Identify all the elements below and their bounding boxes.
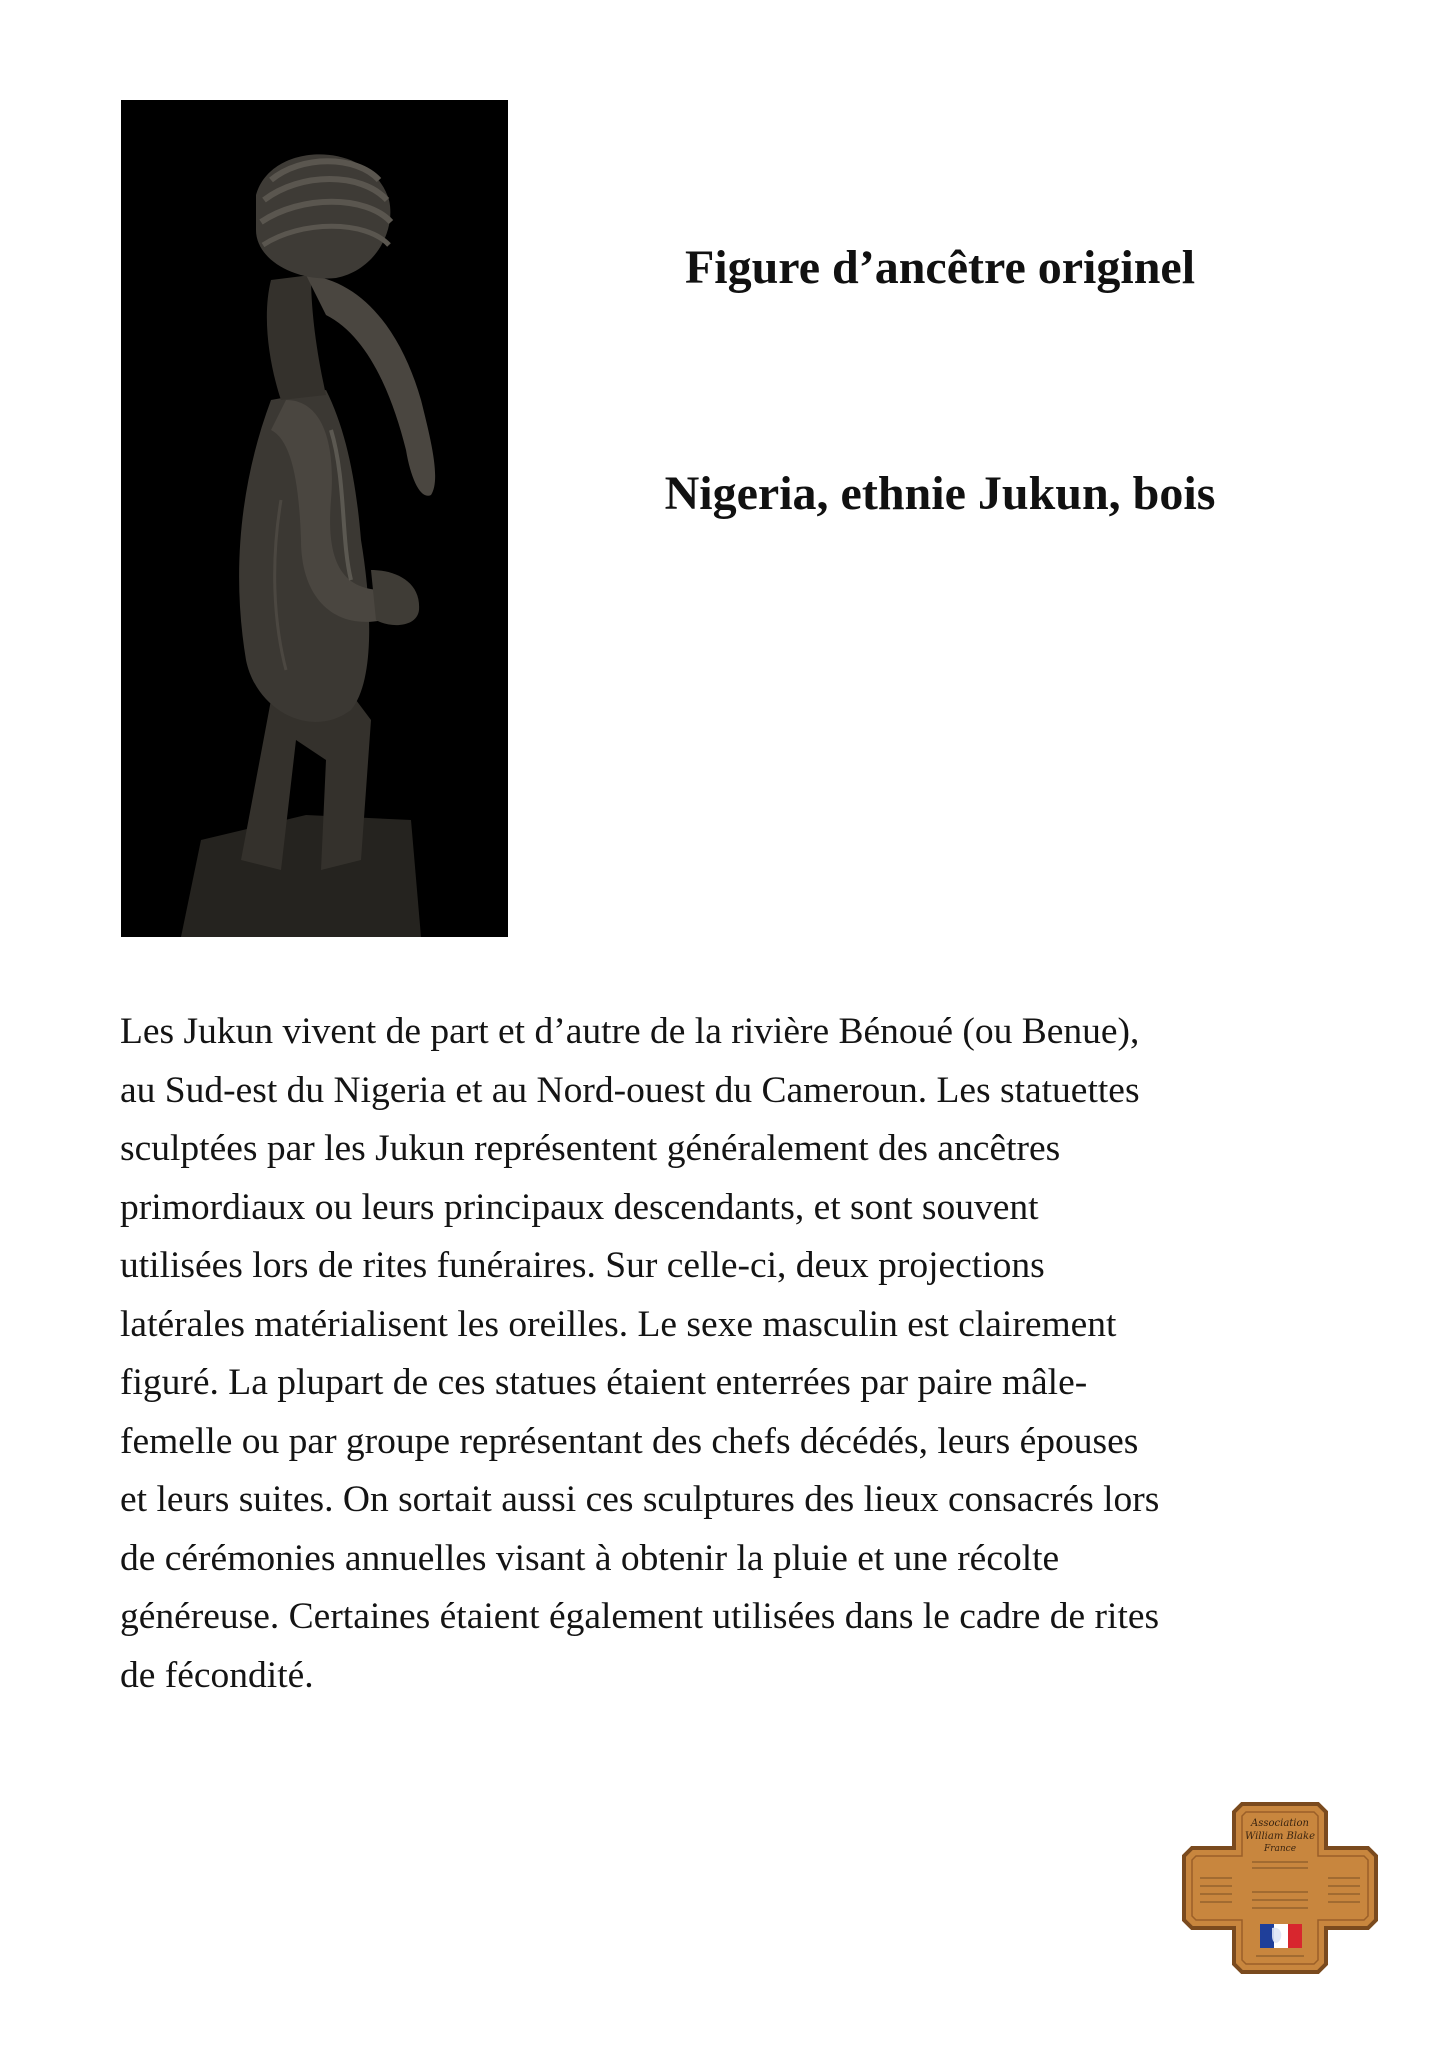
association-seal xyxy=(1180,1800,1380,1976)
seal-line-2: William Blake xyxy=(1244,1831,1316,1842)
text-line: Les Jukun vivent de part et d’autre de la rivière Bénoué (ou Benue), xyxy=(120,1011,1140,1052)
description-text xyxy=(120,1003,1350,1705)
statue-figure-icon xyxy=(121,100,508,937)
page-subtitle: Nigeria, ethnie Jukun, bois xyxy=(664,467,1216,520)
page-title: Figure d’ancêtre originel xyxy=(684,241,1196,294)
text-line: primordiaux ou leurs principaux descendants, et sont souvent xyxy=(120,1186,1039,1228)
seal-line-1: Association xyxy=(1251,1818,1309,1829)
text-line: et leurs suites. On sortait aussi ces sculptures des lieux consacrés lors xyxy=(120,1479,1160,1520)
statue-photo xyxy=(121,100,508,937)
text-line: latérales matérialisent les oreilles. Le sexe masculin est clairement xyxy=(120,1303,1117,1345)
text-line: utilisées lors de rites funéraires. Sur celle-ci, deux projections xyxy=(120,1245,1045,1286)
association-seal-icon xyxy=(1180,1800,1380,1976)
text-line: de fécondité. xyxy=(120,1654,314,1696)
text-line: de cérémonies annuelles visant à obtenir la pluie et une récolte xyxy=(120,1537,1060,1579)
text-line: sculptées par les Jukun représentent généralement des ancêtres xyxy=(120,1128,1061,1169)
text-line: femelle ou par groupe représentant des chefs décédés, leurs épouses xyxy=(120,1420,1139,1462)
text-line: au Sud-est du Nigeria et au Nord-ouest du Cameroun. Les statuettes xyxy=(120,1069,1140,1111)
text-line: figuré. La plupart de ces statues étaient enterrées par paire mâle- xyxy=(120,1362,1088,1403)
seal-line-3: France xyxy=(1263,1844,1297,1854)
text-line: généreuse. Certaines étaient également utilisées dans le cadre de rites xyxy=(120,1596,1160,1637)
